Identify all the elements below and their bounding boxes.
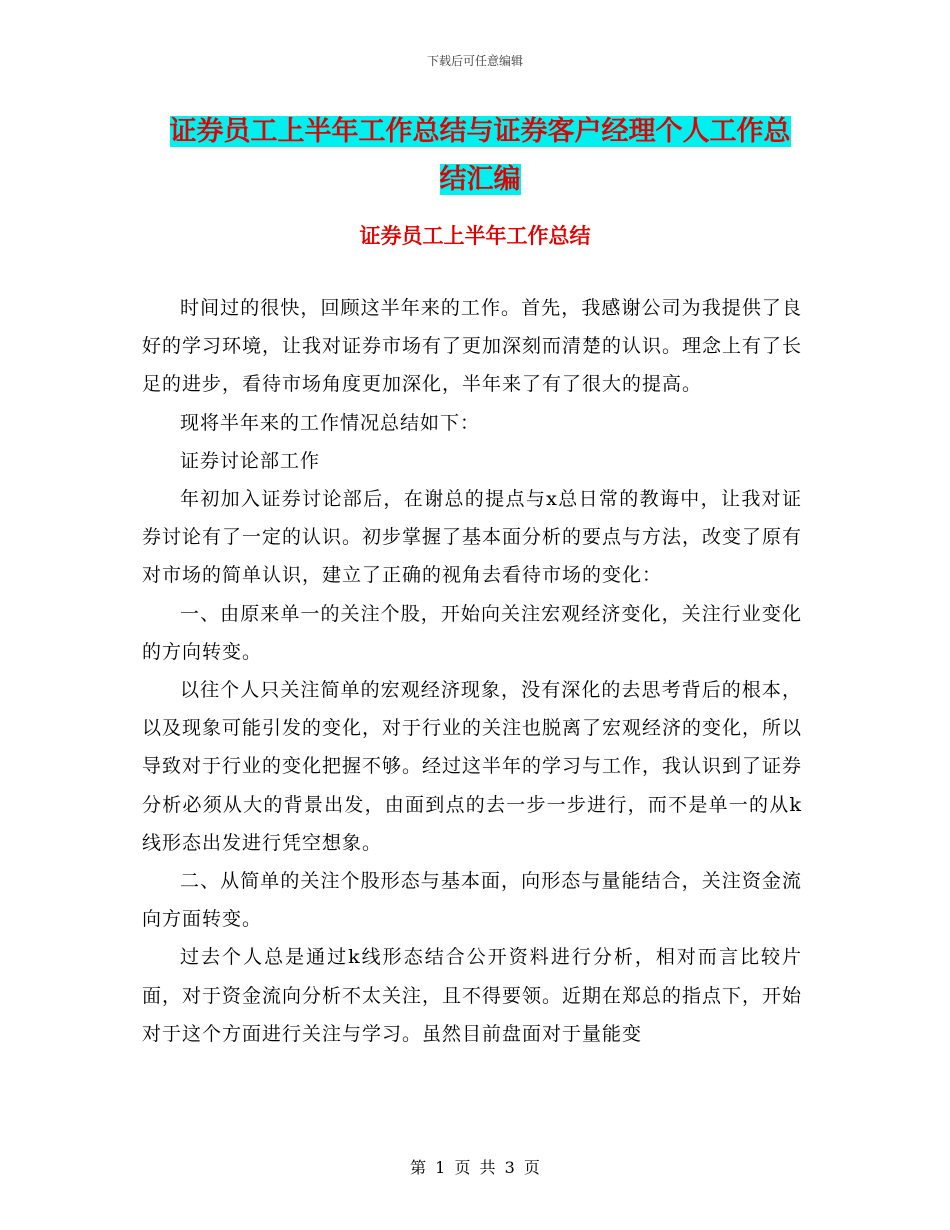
document-title <box>140 108 820 204</box>
document-title-line-1: 证券员工上半年工作总结与证券客户经理个人工作总 <box>169 116 791 147</box>
document-body <box>142 289 802 1053</box>
header-note: 下载后可任意编辑 <box>426 54 523 68</box>
paragraph: 过去个人总是通过k线形态结合公开资料进行分析，相对而言比较片面，对于资金流向分析不太关注，且不得要领。近期在郑总的指点下，开始对于这个方面进行关注与学习。虽然目前盘面对于量能变 <box>142 946 803 1045</box>
section-title: 证券员工上半年工作总结 <box>359 224 591 248</box>
paragraph: 年初加入证券讨论部后，在谢总的提点与x总日常的教诲中，让我对证券讨论有了一定的认识。初步掌握了基本面分析的要点与方法，改变了原有对市场的简单认识，建立了正确的视角去看待市场的变化： <box>142 488 803 587</box>
paragraph: 证券讨论部工作 <box>180 449 321 472</box>
document-title-line-2: 结汇编 <box>439 164 521 195</box>
paragraph: 二、从简单的关注个股形态与基本面，向形态与量能结合，关注资金流向方面转变。 <box>142 870 802 931</box>
paragraph: 时间过的很快，回顾这半年来的工作。首先，我感谢公司为我提供了良好的学习环境，让我对证券市场有了更加深刻而清楚的认识。理念上有了长足的进步，看待市场角度更加深化，半年来了有了很大的提高。 <box>142 297 803 396</box>
page-footer: 第 1 页 共 3 页 <box>410 1158 540 1177</box>
paragraph: 一、由原来单一的关注个股，开始向关注宏观经济变化，关注行业变化的方向转变。 <box>142 602 802 663</box>
paragraph: 现将半年来的工作情况总结如下： <box>180 411 481 434</box>
paragraph: 以往个人只关注简单的宏观经济现象，没有深化的去思考背后的根本，以及现象可能引发的变化，对于行业的关注也脱离了宏观经济的变化，所以导致对于行业的变化把握不够。经过这半年的学习与工作，我认识到了证券分析必须从大的背景出发，由面到点的去一步一步进行，而不是单一的从k线形态出发进行凭空想象。 <box>142 679 803 854</box>
